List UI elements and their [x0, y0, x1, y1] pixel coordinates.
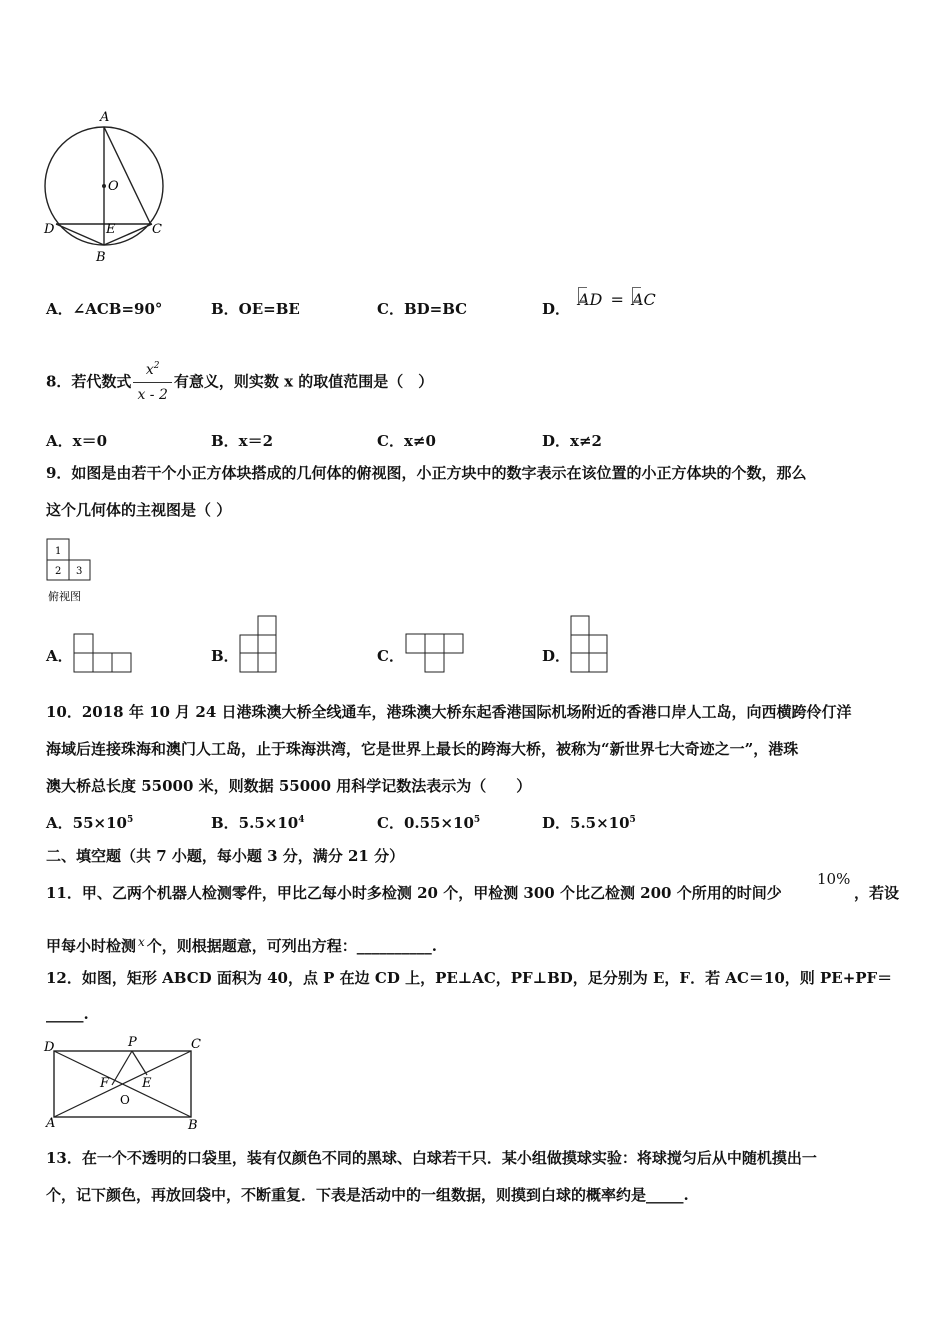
label-o: O [108, 179, 119, 194]
q7-option-b: B．OE=BE [211, 300, 300, 318]
q13-line-1: 13．在一个不透明的口袋里，装有仅颜色不同的黑球、白球若干只．某小组做摸球实验：将球搅匀后从中随机摸出一 [46, 1149, 817, 1167]
label-d: D [44, 222, 55, 237]
q9-option-d-figure [569, 614, 611, 674]
segment-pe [132, 1051, 147, 1075]
q9-option-b: B． [211, 647, 239, 665]
q9-option-d: D． [542, 647, 571, 665]
rectangle-figure [40, 1032, 210, 1132]
q10-option-c: C．$0.55\times 10^5$ [377, 814, 481, 832]
q7-option-d-expr [578, 290, 656, 309]
q9-option-a: A． [46, 647, 73, 665]
label-d: D [44, 1040, 55, 1055]
label-p: P [128, 1035, 137, 1050]
q9-option-b-figure [238, 614, 280, 674]
q9-option-a-figure [72, 632, 134, 674]
q13-line-2: 个，记下颜色，再放回袋中，不断重复．下表是活动中的一组数据，则摸到白球的概率约是_____. [46, 1186, 689, 1204]
q11-line-1-end: ，若设 [854, 884, 900, 902]
label-a: A [46, 1116, 56, 1131]
q11-line-1: 11．甲、乙两个机器人检测零件，甲比乙每小时多检测 20 个，甲检测 300 个比乙检测 200 个所用的时间少 [46, 884, 782, 902]
arc-ac: AC [631, 290, 656, 309]
q10-option-b-exp: 4 [298, 815, 305, 825]
arc-ad: AD [578, 290, 603, 309]
q8-fraction [133, 360, 171, 405]
cell-1: 1 [55, 546, 62, 557]
label-a: A [100, 110, 110, 125]
q8-option-a: A．x＝0 [46, 432, 108, 450]
q10-option-c-exp: 5 [473, 815, 481, 825]
section-heading: 二、填空题（共 7 小题，每小题 3 分，满分 21 分） [46, 847, 405, 865]
cell-3: 3 [76, 566, 83, 577]
q10-option-b: B．$5.5\times 10^4$ [211, 814, 305, 832]
q12-line-2: _____. [46, 1005, 89, 1023]
q7-option-d [542, 298, 570, 319]
q10-option-a-exp: 5 [126, 815, 134, 825]
q10-option-d: D．$5.5\times 10^5$ [542, 814, 636, 832]
q11-line-2: 甲每小时检测 $^x$ 个，则根据题意，可列出方程：__________. [46, 935, 438, 955]
label-c: C [152, 222, 162, 237]
center-dot [102, 184, 106, 188]
q10-option-d-exp: 5 [629, 815, 636, 825]
label-o: O [120, 1093, 130, 1107]
q9-option-c-figure [404, 632, 466, 674]
segment-pf [112, 1051, 132, 1085]
q7-option-c: C．BD=BC [377, 300, 468, 318]
q10-option-a: A．$55\times 10^5$ [46, 814, 134, 832]
cell-2: 2 [55, 566, 62, 577]
q8-prefix: 8．若代数式 [46, 372, 132, 391]
q7-option-d-prefix: D． [542, 300, 571, 318]
label-e: E [142, 1076, 152, 1091]
q8-option-d: D．x≠2 [542, 432, 602, 450]
q8-numerator: x [145, 362, 154, 378]
q9-line-1: 9．如图是由若干个小正方体块搭成的几何体的俯视图，小正方块中的数字表示在该位置的小正方体块的个数，那么 [46, 464, 807, 482]
q10-line-3: 澳大桥总长度 55000 米，则数据 55000 用科学记数法表示为（ ） [46, 777, 532, 795]
label-e: E [106, 222, 116, 237]
label-b: B [96, 250, 106, 265]
q8-numerator-exp: 2 [153, 361, 160, 371]
q8-option-b: B．x＝2 [211, 432, 274, 450]
top-view-figure [44, 537, 104, 607]
label-b: B [188, 1118, 198, 1132]
equals-sign: = [610, 290, 624, 309]
q10-line-1: 10．2018 年 10 月 24 日港珠澳大桥全线通车，港珠澳大桥东起香港国际机场附近的香港口岸人工岛，向西横跨伶仃洋 [46, 703, 852, 721]
q12-line-1: 12．如图，矩形 ABCD 面积为 40，点 P 在边 CD 上，PE⊥AC，PF⊥BD，足分别为 E，F．若 AC＝10，则 PE+PF＝ [46, 969, 893, 987]
q7-option-a: A．∠ACB=90° [46, 300, 163, 318]
q8-option-c: C．x≠0 [377, 432, 436, 450]
segment-db [56, 224, 104, 245]
label-f: F [100, 1076, 110, 1091]
q9-line-2: 这个几何体的主视图是（ ） [46, 501, 232, 519]
circle-figure [38, 106, 178, 266]
q8-question [46, 360, 433, 405]
label-c: C [191, 1037, 201, 1052]
q8-suffix: 有意义，则实数 x 的取值范围是（ ） [173, 372, 434, 391]
q8-denominator: x - 2 [133, 382, 171, 405]
q11-variable: x [138, 935, 145, 949]
q10-line-2: 海域后连接珠海和澳门人工岛，止于珠海洪湾，它是世界上最长的跨海大桥，被称为“新世界七大奇迹之一”，港珠 [46, 740, 799, 758]
q11-percent: 10% [817, 870, 851, 888]
q9-option-c: C． [377, 647, 404, 665]
top-view-caption: 俯视图 [48, 590, 81, 603]
